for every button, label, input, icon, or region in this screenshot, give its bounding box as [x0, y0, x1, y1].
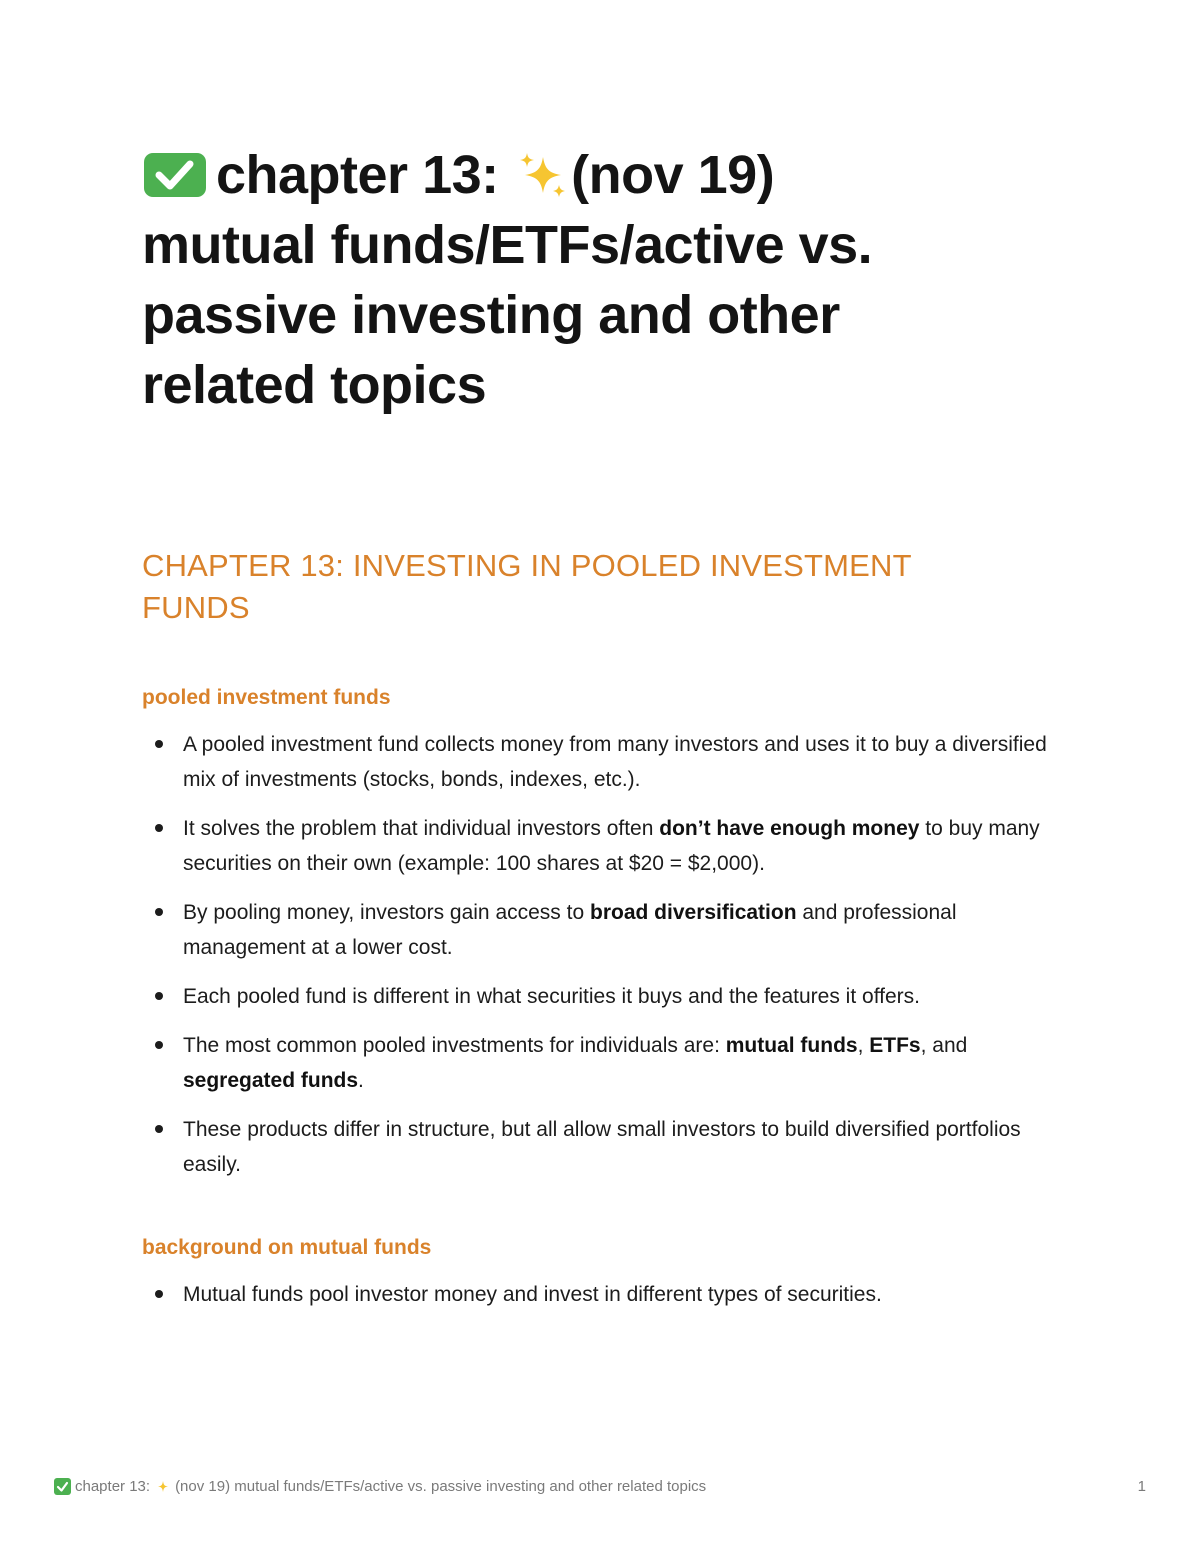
- list-item: [142, 811, 1062, 881]
- chapter-heading-line-2: FUNDS: [142, 590, 250, 625]
- footer-title-prefix: chapter 13:: [75, 1478, 151, 1495]
- list-item: [142, 979, 1062, 1014]
- bold-text: mutual funds: [725, 1034, 858, 1057]
- text-run: to buy many securities on their own (example: 100 shares at $20 = $2,000).: [183, 817, 1040, 875]
- bullet-dot: [155, 908, 163, 916]
- text-run: Each pooled fund is different in what securities it buys and the features it offers.: [183, 985, 920, 1008]
- footer-title: [54, 1478, 706, 1495]
- list-item: [142, 1277, 1062, 1312]
- text-run: ,: [857, 1034, 870, 1057]
- text-run: , and: [920, 1034, 968, 1057]
- check-mark-button-icon: [54, 1478, 71, 1495]
- bullet-dot: [155, 992, 163, 1000]
- text-run: These products differ in structure, but all allow small investors to build diversified portfolios easily.: [183, 1118, 1021, 1176]
- title-prefix: chapter 13:: [216, 145, 499, 205]
- document-page: [142, 140, 1062, 1326]
- bullet-dot: [155, 1041, 163, 1049]
- chapter-heading-line-1: CHAPTER 13: INVESTING IN POOLED INVESTMENT: [142, 548, 912, 583]
- page-footer: [54, 1478, 1146, 1495]
- title-line-2: mutual funds/ETFs/active vs.: [142, 215, 873, 275]
- list-item: [142, 895, 1062, 965]
- page-number: 1: [1137, 1478, 1146, 1495]
- text-run: The most common pooled investments for individuals are:: [183, 1034, 726, 1057]
- bold-text: broad diversification: [590, 901, 797, 924]
- title-line-4: related topics: [142, 355, 487, 415]
- bullet-dot: [155, 1125, 163, 1133]
- bullet-list-pooled-investment-funds: [142, 727, 1062, 1182]
- bullet-list-background-on-mutual-funds: [142, 1277, 1062, 1312]
- text-run: A pooled investment fund collects money from many investors and uses it to buy a diversified mix of investments (stocks, bonds, indexes, etc.).: [183, 733, 1047, 791]
- text-run: It solves the problem that individual investors often: [183, 817, 660, 840]
- bold-text: segregated funds: [183, 1069, 359, 1092]
- page-title: [142, 140, 1062, 420]
- sparkles-icon: [155, 1479, 170, 1494]
- check-mark-button-icon: [142, 153, 206, 197]
- section-heading-pooled-investment-funds: pooled investment funds: [142, 686, 391, 709]
- chapter-heading: [142, 545, 1062, 629]
- list-item: [142, 727, 1062, 797]
- section-heading-background-on-mutual-funds: background on mutual funds: [142, 1236, 432, 1259]
- bold-text: ETFs: [869, 1034, 921, 1057]
- footer-title-suffix: (nov 19) mutual funds/ETFs/active vs. passive investing and other related topics: [175, 1478, 707, 1495]
- bold-text: don’t have enough money: [659, 817, 920, 840]
- list-item: [142, 1028, 1062, 1098]
- bullet-dot: [155, 1290, 163, 1298]
- list-item: [142, 1112, 1062, 1182]
- text-run: and professional management at a lower cost.: [183, 901, 957, 959]
- title-line-3: passive investing and other: [142, 285, 840, 345]
- title-suffix: (nov 19): [571, 145, 775, 205]
- sparkles-icon: [517, 151, 567, 199]
- bullet-dot: [155, 740, 163, 748]
- text-run: .: [358, 1069, 364, 1092]
- text-run: Mutual funds pool investor money and invest in different types of securities.: [183, 1283, 882, 1306]
- bullet-dot: [155, 824, 163, 832]
- text-run: By pooling money, investors gain access to: [183, 901, 590, 924]
